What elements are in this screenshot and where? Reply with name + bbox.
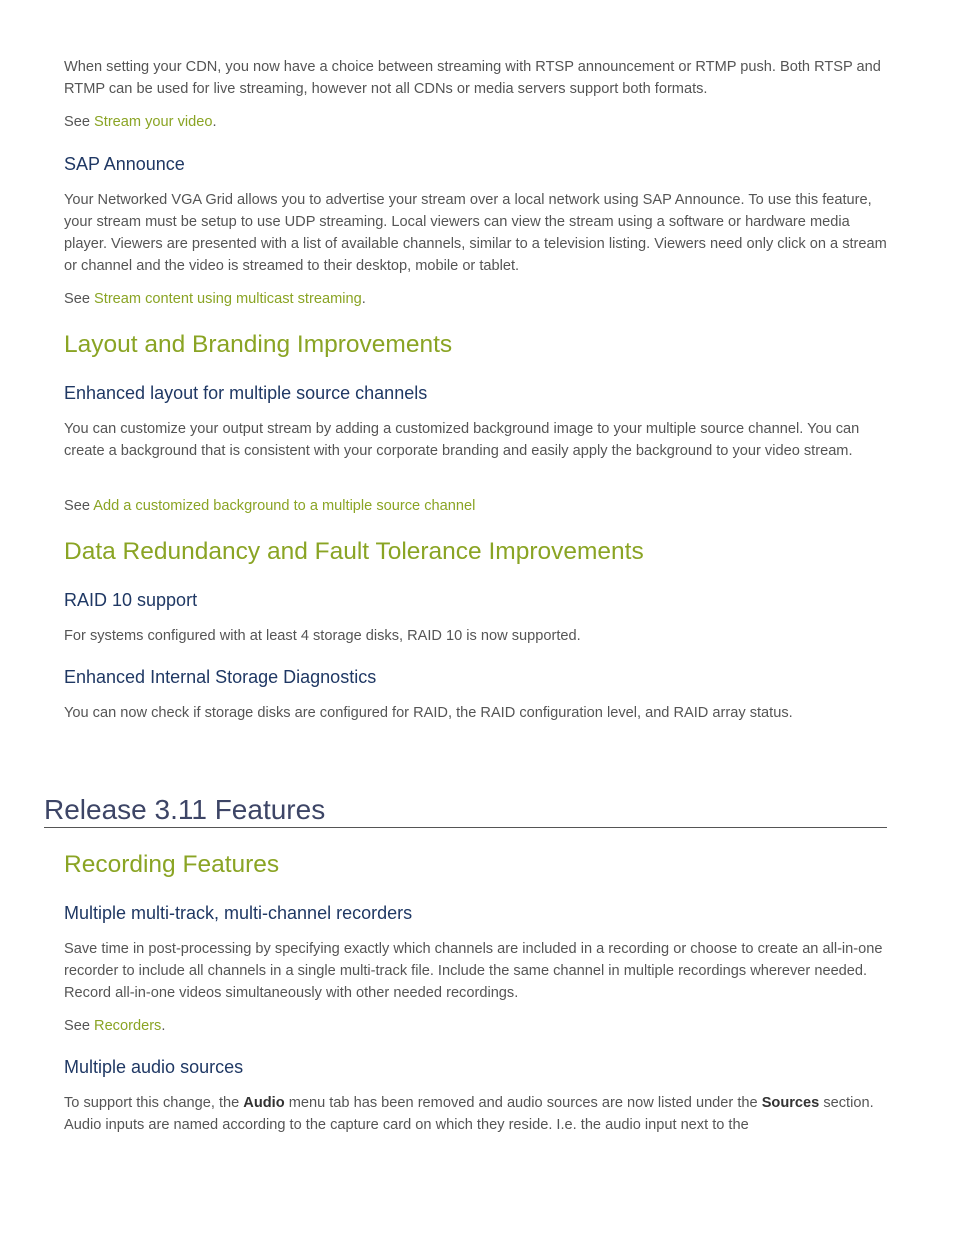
release-3-11-title: Release 3.11 Features [44,793,887,828]
sources-term: Sources [761,1095,820,1111]
data-redundancy-heading: Data Redundancy and Fault Tolerance Improvements [64,538,644,565]
storage-diagnostics-heading: Enhanced Internal Storage Diagnostics [64,667,377,687]
audio-menu-term: Audio [243,1095,285,1111]
see-suffix: . [361,291,366,307]
multi-recorders-paragraph: Save time in post-processing by specifying exactly which channels are included in a recording or choose to create an all-in-one recorder to include all channels in a single multi-track file. Include the same channel in multiple recordings wherever needed. Record all-in-one videos simultaneously with other needed recordings. [64,941,883,1001]
recorders-link[interactable]: Recorders [94,1018,162,1034]
raid10-paragraph: For systems configured with at least 4 storage disks, RAID 10 is now supported. [64,628,581,644]
raid10-heading: RAID 10 support [64,590,198,610]
recorders-see-line [64,1015,890,1037]
recording-features-heading: Recording Features [64,851,280,878]
layout-branding-heading: Layout and Branding Improvements [64,331,453,358]
intro-see-line [64,111,890,133]
intro-paragraph: When setting your CDN, you now have a choice between streaming with RTSP announcement or RTMP push. Both RTSP and RTMP can be used for live streaming, however not all CDNs or media servers support both formats. [64,59,881,97]
see-prefix: See [64,114,95,130]
audio-text-1: To support this change, the [64,1095,244,1111]
audio-text-3: section. Audio inputs are named according to the capture card on which they reside. I.e. the audio input next to the [64,1095,874,1133]
audio-paragraph [64,1092,890,1136]
sap-see-line [64,288,890,310]
multicast-streaming-link[interactable]: Stream content using multicast streaming [94,291,362,307]
sap-announce-heading: SAP Announce [64,154,185,174]
customized-background-link[interactable]: Add a customized background to a multiple source channel [93,498,476,514]
see-prefix: See [64,498,94,514]
enhanced-layout-heading: Enhanced layout for multiple source channels [64,383,428,403]
sap-paragraph: Your Networked VGA Grid allows you to advertise your stream over a local network using SAP Announce. To use this feature, your stream must be setup to use UDP streaming. Local viewers can view the stream using a software or hardware media player. Viewers are presented with a list of available channels, similar to a television listing. Viewers need only click on a stream or channel and the video is streamed to their desktop, mobile or tablet. [64,192,887,274]
layout-paragraph: You can customize your output stream by adding a customized background image to your multiple source channel. You can create a background that is consistent with your corporate branding and easily apply the background to your video stream. [64,421,860,459]
audio-text-2: menu tab has been removed and audio sources are now listed under the [284,1095,762,1111]
see-prefix: See [64,291,95,307]
multiple-audio-heading: Multiple audio sources [64,1057,244,1077]
see-suffix: . [212,114,217,130]
layout-see-line [64,495,890,517]
multi-recorders-heading: Multiple multi-track, multi-channel recorders [64,903,413,923]
stream-your-video-link[interactable]: Stream your video [94,114,213,130]
storage-diagnostics-paragraph: You can now check if storage disks are configured for RAID, the RAID configuration level, and RAID array status. [64,705,793,721]
see-prefix: See [64,1018,95,1034]
see-suffix: . [161,1018,166,1034]
